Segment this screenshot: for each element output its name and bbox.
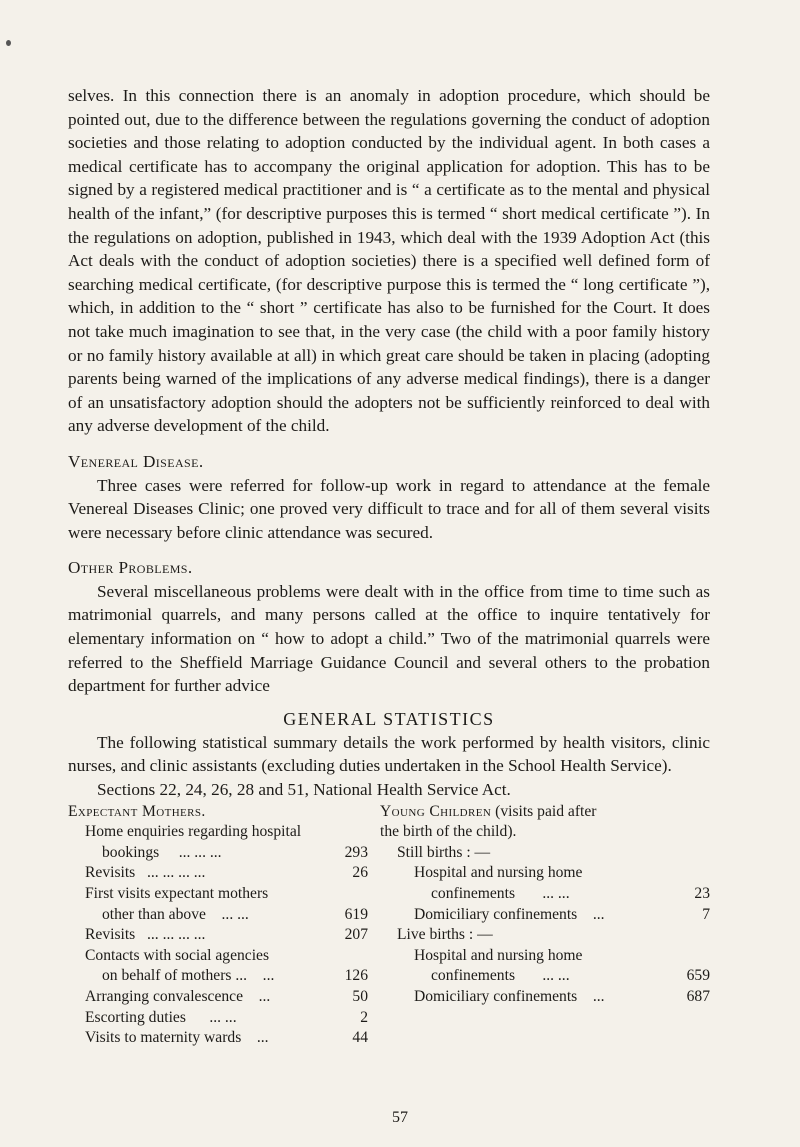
leader-dots: ... ... ... ... bbox=[146, 864, 206, 882]
paragraph-adoption: selves. In this connection there is an anomaly in adoption procedure, which should be pointed out, due to the difference between the regulations governing the conduct of adoption societies and those relating to adoption conducted by the individual agent. In both cases a medical certificate has to accompany the original application for adoption. This has to be signed by a registered medical practitioner and is “ a certificate as to the mental and physical health of the infant,” (for descriptive purposes this is termed “ short medical certificate ”). In the regulations on adoption, published in 1943, which deal with the 1939 Adoption Act (this Act deals with the conduct of adoption societies) there is a specified well defined form of searching medical certificate, (for descriptive purpose this is termed the “ long certificate ”), which, in addition to the “ short ” certificate has also to be furnished for the Court. It does not take much imagination to see that, in the very case (the child with a poor family history or no family history available at all) in which great care should be taken in placing (adopting parents being warned of the implications of any adverse medical findings), there is a danger of an unsatisfactory adoption should the adopters not be sufficiently reinforced to deal with any adverse development of the child. bbox=[68, 86, 710, 436]
stat-label: First visits expectant mothers bbox=[85, 885, 269, 902]
stat-label bbox=[380, 905, 670, 926]
stat-row bbox=[68, 905, 368, 926]
stat-label: Hospital and nursing home bbox=[414, 946, 583, 964]
stat-row bbox=[380, 884, 710, 905]
sections-line: Sections 22, 24, 26, 28 and 51, National Health Service Act. bbox=[97, 780, 511, 800]
leader-dots: ... ... bbox=[221, 905, 249, 923]
stat-label-text: Revisits bbox=[85, 926, 136, 944]
young-children-title-line2: the birth of the child). bbox=[380, 823, 517, 841]
stat-row bbox=[380, 905, 710, 926]
stat-label bbox=[380, 987, 670, 1008]
heading-venereal-disease: Venereal Disease. bbox=[68, 451, 204, 471]
stat-label-text: confinements bbox=[431, 885, 516, 902]
stat-value: 619 bbox=[344, 905, 368, 923]
stat-label: Home enquiries regarding hospital bbox=[85, 823, 302, 841]
stat-label-text: Domiciliary confinements bbox=[414, 905, 578, 923]
live-births-label: Live births : — bbox=[397, 926, 493, 944]
stat-row bbox=[68, 966, 368, 987]
stat-label bbox=[68, 863, 328, 884]
stat-label-text: Arranging convalescence bbox=[85, 987, 244, 1005]
stat-row bbox=[380, 925, 710, 946]
margin-speck bbox=[6, 40, 11, 46]
stat-row bbox=[380, 863, 710, 884]
young-children-column bbox=[380, 802, 710, 1049]
paragraph-venereal-disease: Three cases were referred for follow-up work in regard to attendance at the female Venereal Diseases Clinic; one proved very difficult to trace and for all of them several visits were necessary before clinic attendance was secured. bbox=[68, 475, 710, 542]
stat-label: Contacts with social agencies bbox=[85, 946, 270, 964]
stat-value: 207 bbox=[344, 926, 368, 944]
stat-value: 23 bbox=[694, 885, 710, 902]
stat-label-text: Revisits bbox=[85, 864, 136, 882]
young-children-title-caps: Young Children bbox=[380, 802, 492, 820]
stat-row bbox=[68, 822, 368, 843]
stat-row bbox=[68, 946, 368, 967]
stat-label-text: confinements bbox=[431, 967, 516, 985]
young-children-title-rest: (visits paid after bbox=[495, 802, 597, 820]
leader-dots: ... ... bbox=[542, 885, 570, 902]
stat-value: 293 bbox=[344, 843, 368, 861]
stat-value: 7 bbox=[702, 905, 710, 923]
stat-row bbox=[68, 1028, 368, 1049]
leader-dots: ... ... bbox=[209, 1008, 237, 1026]
stat-label-text: Visits to maternity wards bbox=[85, 1029, 242, 1047]
stat-label-text: other than above bbox=[102, 905, 206, 923]
leader-dots: ... bbox=[262, 967, 275, 985]
heading-other-problems: Other Problems. bbox=[68, 558, 193, 578]
still-births-label: Still births : — bbox=[397, 843, 491, 861]
stat-row bbox=[68, 1008, 368, 1029]
stat-label bbox=[68, 987, 328, 1008]
page-body bbox=[68, 84, 710, 1049]
stat-label: Hospital and nursing home bbox=[414, 864, 583, 882]
stat-value: 2 bbox=[360, 1008, 368, 1026]
stat-row bbox=[68, 884, 368, 905]
leader-dots: ... ... ... bbox=[178, 843, 222, 861]
stat-row bbox=[380, 946, 710, 967]
stat-label bbox=[380, 884, 670, 905]
stat-value: 50 bbox=[352, 987, 368, 1005]
stat-value: 659 bbox=[686, 967, 710, 985]
leader-dots: ... ... ... ... bbox=[146, 926, 206, 944]
stat-label-text: Domiciliary confinements bbox=[414, 987, 578, 1005]
leader-dots: ... bbox=[258, 987, 271, 1005]
stat-value: 687 bbox=[686, 987, 710, 1005]
paragraph-general-statistics: The following statistical summary details the work performed by health visitors, clinic nurses, and clinic assistants (excluding duties undertaken in the School Health Service). bbox=[68, 732, 710, 776]
leader-dots: ... bbox=[592, 905, 605, 923]
leader-dots: ... bbox=[592, 987, 605, 1005]
expectant-mothers-column bbox=[68, 802, 368, 1049]
statistics-columns bbox=[68, 802, 710, 1049]
paragraph-other-problems: Several miscellaneous problems were dealt with in the office from time to time such as matrimonial quarrels, and many persons called at the office to inquire tentatively for elementary information on “ how to adopt a child.” Two of the matrimonial quarrels were referred to the Sheffield Marriage Guidance Council and several others to the probation department for further advice bbox=[68, 581, 710, 696]
stat-row bbox=[68, 863, 368, 884]
stat-row bbox=[68, 987, 368, 1008]
page-number: 57 bbox=[392, 1109, 408, 1126]
stat-row bbox=[380, 843, 710, 864]
stat-label-text: Escorting duties bbox=[85, 1008, 186, 1026]
expectant-mothers-title: Expectant Mothers. bbox=[68, 802, 206, 820]
stat-value: 44 bbox=[352, 1029, 368, 1047]
stat-row bbox=[68, 925, 368, 946]
leader-dots: ... bbox=[256, 1029, 269, 1047]
stat-label-text: on behalf of mothers ... bbox=[102, 967, 248, 985]
stat-row bbox=[380, 987, 710, 1008]
young-children-title bbox=[380, 802, 710, 823]
stat-label bbox=[68, 1028, 328, 1049]
leader-dots: ... ... bbox=[542, 967, 570, 985]
stat-value: 126 bbox=[344, 967, 368, 985]
stat-label bbox=[68, 966, 328, 987]
stat-label bbox=[68, 925, 328, 946]
stat-label bbox=[68, 1008, 328, 1029]
stat-row bbox=[380, 966, 710, 987]
heading-general-statistics: GENERAL STATISTICS bbox=[283, 708, 495, 729]
stat-value: 26 bbox=[352, 864, 368, 882]
stat-label bbox=[380, 966, 670, 987]
stat-label bbox=[68, 843, 328, 864]
stat-label bbox=[68, 905, 328, 926]
stat-row bbox=[68, 843, 368, 864]
stat-label-text: bookings bbox=[102, 843, 160, 861]
